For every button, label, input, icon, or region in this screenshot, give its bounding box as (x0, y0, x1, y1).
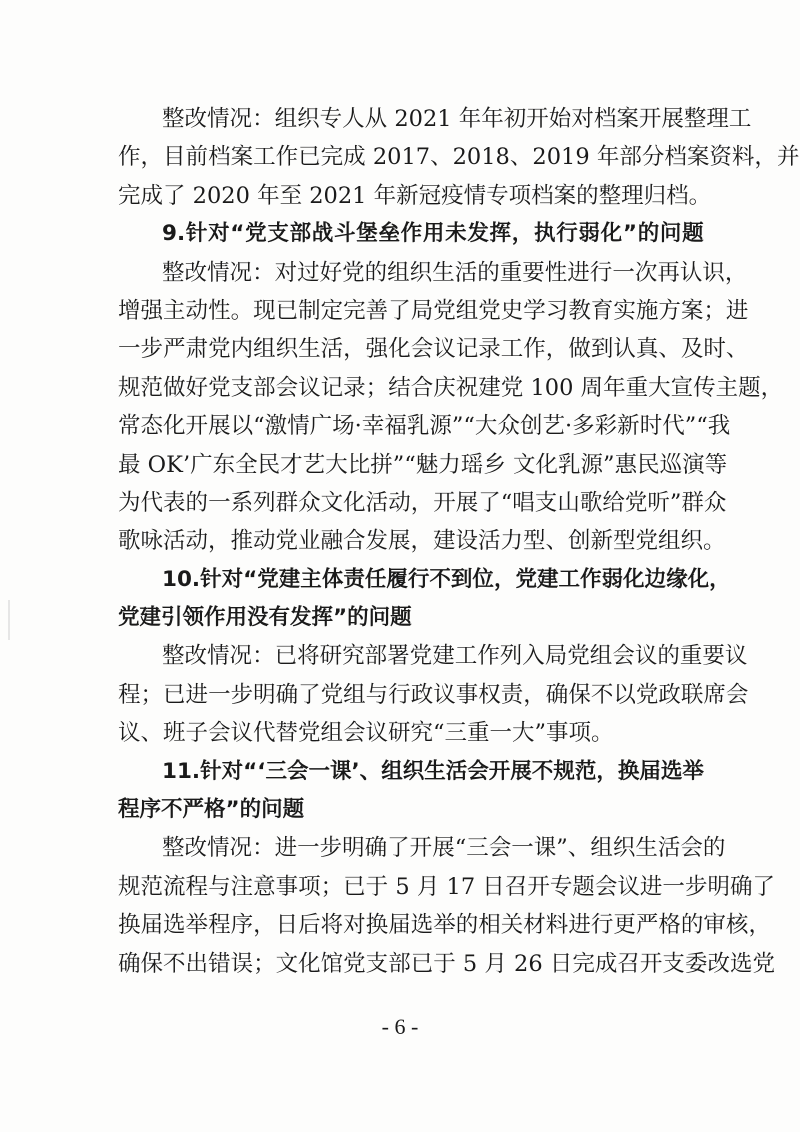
body-text-line: 作 ， 目 前 档 案 工 作 已 完 成 2017 、 2018 、 2019 年 部 分 档 案 资 料 ， 并 (118, 144, 800, 171)
body-text-line: 程 ； 已 进 一 步 明 确 了 党 组 与 行 政 议 事 权 责 ， 确 保 不 以 党 政 联 席 会 (118, 681, 749, 708)
body-text-line: 规 范 流 程 与 注 意 事 项 ； 已 于 5 月 17 日 召 开 专 题 会 议 进 一 步 明 确 了 (118, 873, 775, 900)
body-text-line: 为 代 表 的 一 系 列 群 众 文 化 活 动 ， 开 展 了 “ 唱 支 山 歌 给 党 听 ” 群 众 (118, 489, 727, 516)
body-text-line: 整 改 情 况 ： 进 一 步 明 确 了 开 展 “ 三 会 一 课 ” 、 组 织 生 活 会 的 (162, 835, 726, 862)
page-number: - 6 - (381, 1014, 419, 1039)
body-text-line: 整 改 情 况 ： 已 将 研 究 部 署 党 建 工 作 列 入 局 党 组 会 议 的 重 要 议 (162, 643, 748, 670)
section-heading-line: 9. 针 对 “ 党 支 部 战 斗 堡 垒 作 用 未 发 挥 ， 执 行 弱 化 ” 的 问 题 (162, 221, 704, 247)
section-heading-line: 党建引领作用没有发挥”的问题 (118, 605, 412, 631)
section-heading-line: 程序不严格”的问题 (118, 797, 305, 823)
section-heading-line: 10. 针 对 “ 党 建 主 体 责 任 履 行 不 到 位 ， 党 建 工 作 弱 化 边 缘 化 ， (162, 566, 731, 592)
body-text-line: 整 改 情 况 ： 组 织 专 人 从 2021 年 年 初 开 始 对 档 案 开 展 整 理 工 (162, 106, 752, 132)
body-text-line: 议、班子会议代替党组会议研究“三重一大”事项。 (118, 720, 614, 747)
body-text-line: 歌咏活动，推动党业融合发展，建设活力型、创新型党组织。 (118, 528, 726, 555)
body-text-line: 一 步 严 肃 党 内 组 织 生 活 ， 强 化 会 议 记 录 工 作 ， 做 到 认 真 、 及 时 、 (118, 336, 749, 363)
section-heading-line: 11. 针 对 “ ‘ 三 会 一 课 ’ 、 组 织 生 活 会 开 展 不 规 范 ， 换 届 选 举 (162, 758, 704, 784)
body-text-line: 确 保 不 出 错 误 ； 文 化 馆 党 支 部 已 于 5 月 26 日 完 成 召 开 支 委 改 选 党 (118, 950, 775, 977)
body-text-line: 完成了 2020 年至 2021 年新冠疫情专项档案的整理归档。 (118, 182, 712, 209)
scan-margin-mark (8, 600, 10, 640)
body-text-line: 常 态 化 开 展 以 “ 激 情 广 场 · 幸 福 乳 源 ” “ 大 众 创 艺 · 多 彩 新 时 代 ” “ 我 (118, 413, 731, 440)
document-body (118, 100, 800, 983)
body-text-line: 最 OK ’ 广 东 全 民 才 艺 大 比 拼 ” “ 魅 力 瑶 乡 文 化 乳 源 ” 惠 民 巡 演 等 (118, 451, 728, 478)
body-text-line: 换 届 选 举 程 序 ， 日 后 将 对 换 届 选 举 的 相 关 材 料 进 行 更 严 格 的 审 核 ， (118, 912, 771, 939)
body-text-line: 增 强 主 动 性 。 现 已 制 定 完 善 了 局 党 组 党 史 学 习 教 育 实 施 方 案 ； 进 (118, 297, 749, 324)
body-text-line: 规 范 做 好 党 支 部 会 议 记 录 ； 结 合 庆 祝 建 党 100 周 年 重 大 宣 传 主 题 ， (118, 374, 784, 401)
body-text-line: 整 改 情 况 ： 对 过 好 党 的 组 织 生 活 的 重 要 性 进 行 一 次 再 认 识 ， (162, 259, 748, 286)
